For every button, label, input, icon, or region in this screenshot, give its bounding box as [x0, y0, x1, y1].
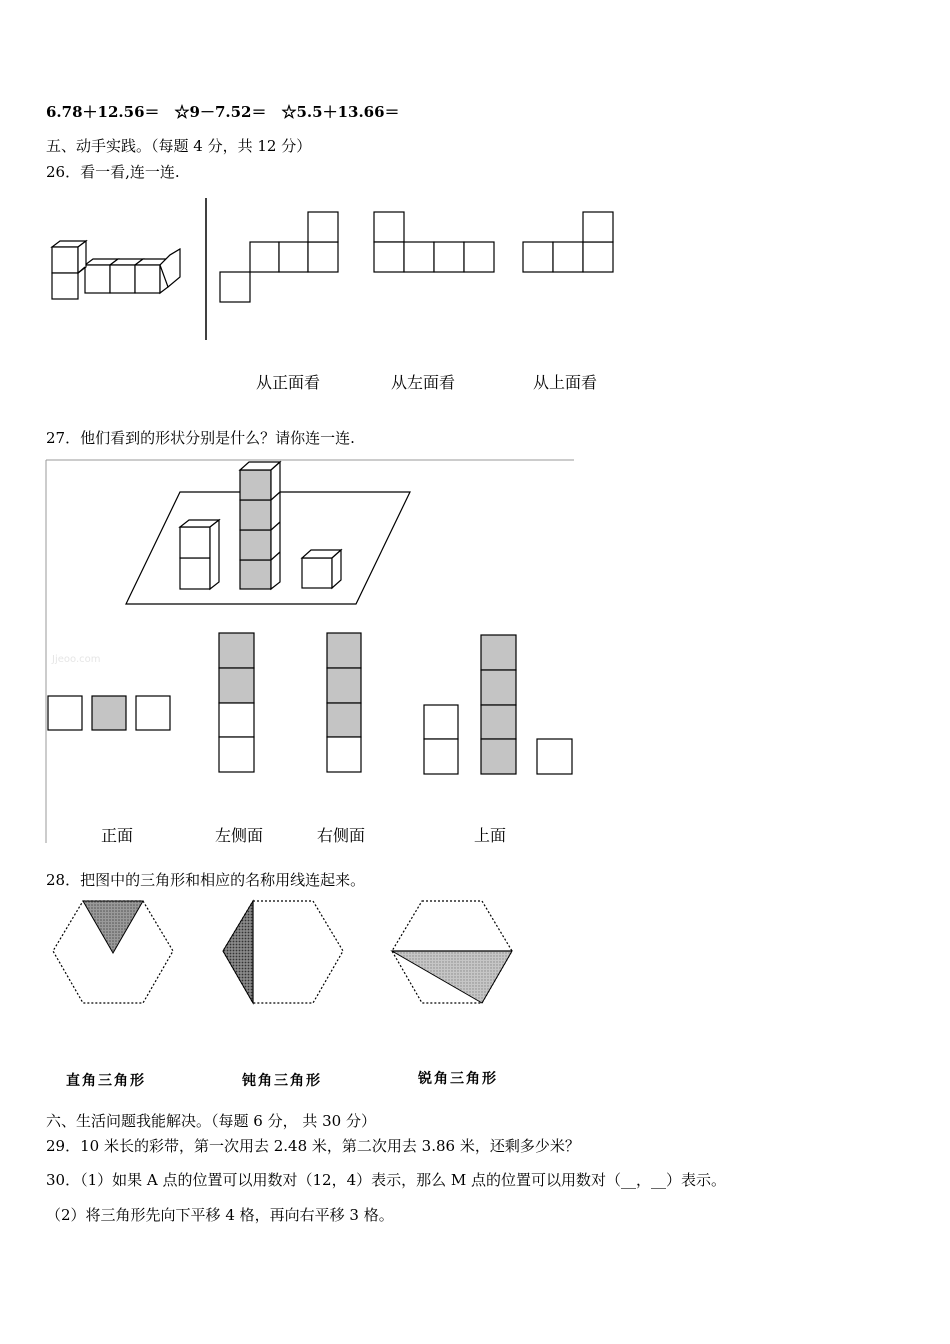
q26-view-a	[220, 212, 338, 302]
q27-figure	[44, 458, 579, 848]
q27-view-top	[424, 635, 572, 774]
q29-text: 29．10 米长的彩带，第一次用去 2.48 米，第二次用去 3.86 米，还剩多少米？	[46, 1137, 580, 1155]
arithmetic-problems: 6.78＋12.56＝ ☆9－7.52＝ ☆5.5＋13.66＝	[46, 103, 400, 121]
q27-label-right: 右侧面	[317, 826, 366, 845]
q27-view-front	[48, 696, 170, 730]
triangle-acute	[83, 901, 143, 953]
q28-figure	[46, 895, 526, 1010]
triangle-obtuse	[392, 951, 512, 1003]
section6-title: 六、生活问题我能解决。（每题 6 分， 共 30 分）	[46, 1112, 376, 1130]
q26-view-c	[523, 212, 613, 272]
q28-label-right: 直角三角形	[66, 1073, 146, 1089]
q27-view-left	[219, 633, 254, 772]
q27-small-cube	[302, 550, 341, 588]
q27-view-right	[327, 633, 361, 772]
q26-label-left: 从左面看	[391, 373, 456, 392]
q27-text: 27．他们看到的形状分别是什么？请你连一连.	[46, 429, 355, 447]
q26-view-b	[374, 212, 494, 272]
q30-part1: 30．（1）如果 A 点的位置可以用数对（12，4）表示，那么 M 点的位置可以用数对（__，__）表示。	[46, 1171, 727, 1189]
q27-stack-tall	[240, 462, 280, 589]
section5-title: 五、动手实践。（每题 4 分，共 12 分）	[46, 137, 312, 155]
q26-solid	[52, 241, 180, 299]
q27-label-left: 左侧面	[215, 826, 264, 845]
triangle-right	[223, 901, 253, 1003]
q27-label-front: 正面	[101, 826, 134, 845]
q26-label-top: 从上面看	[533, 373, 598, 392]
q26-figure	[40, 195, 640, 345]
q26-label-front: 从正面看	[256, 373, 321, 392]
watermark: Jjeoo.com	[52, 654, 101, 665]
q27-label-top: 上面	[474, 826, 507, 845]
q28-label-acute: 锐角三角形	[418, 1071, 498, 1087]
q28-text: 28．把图中的三角形和相应的名称用线连起来。	[46, 871, 366, 889]
q28-label-obtuse: 钝角三角形	[242, 1073, 322, 1089]
q27-stack-left	[180, 520, 219, 589]
q26-text: 26．看一看,连一连.	[46, 163, 180, 181]
q30-part2: （2）将三角形先向下平移 4 格，再向右平移 3 格。	[46, 1206, 394, 1224]
